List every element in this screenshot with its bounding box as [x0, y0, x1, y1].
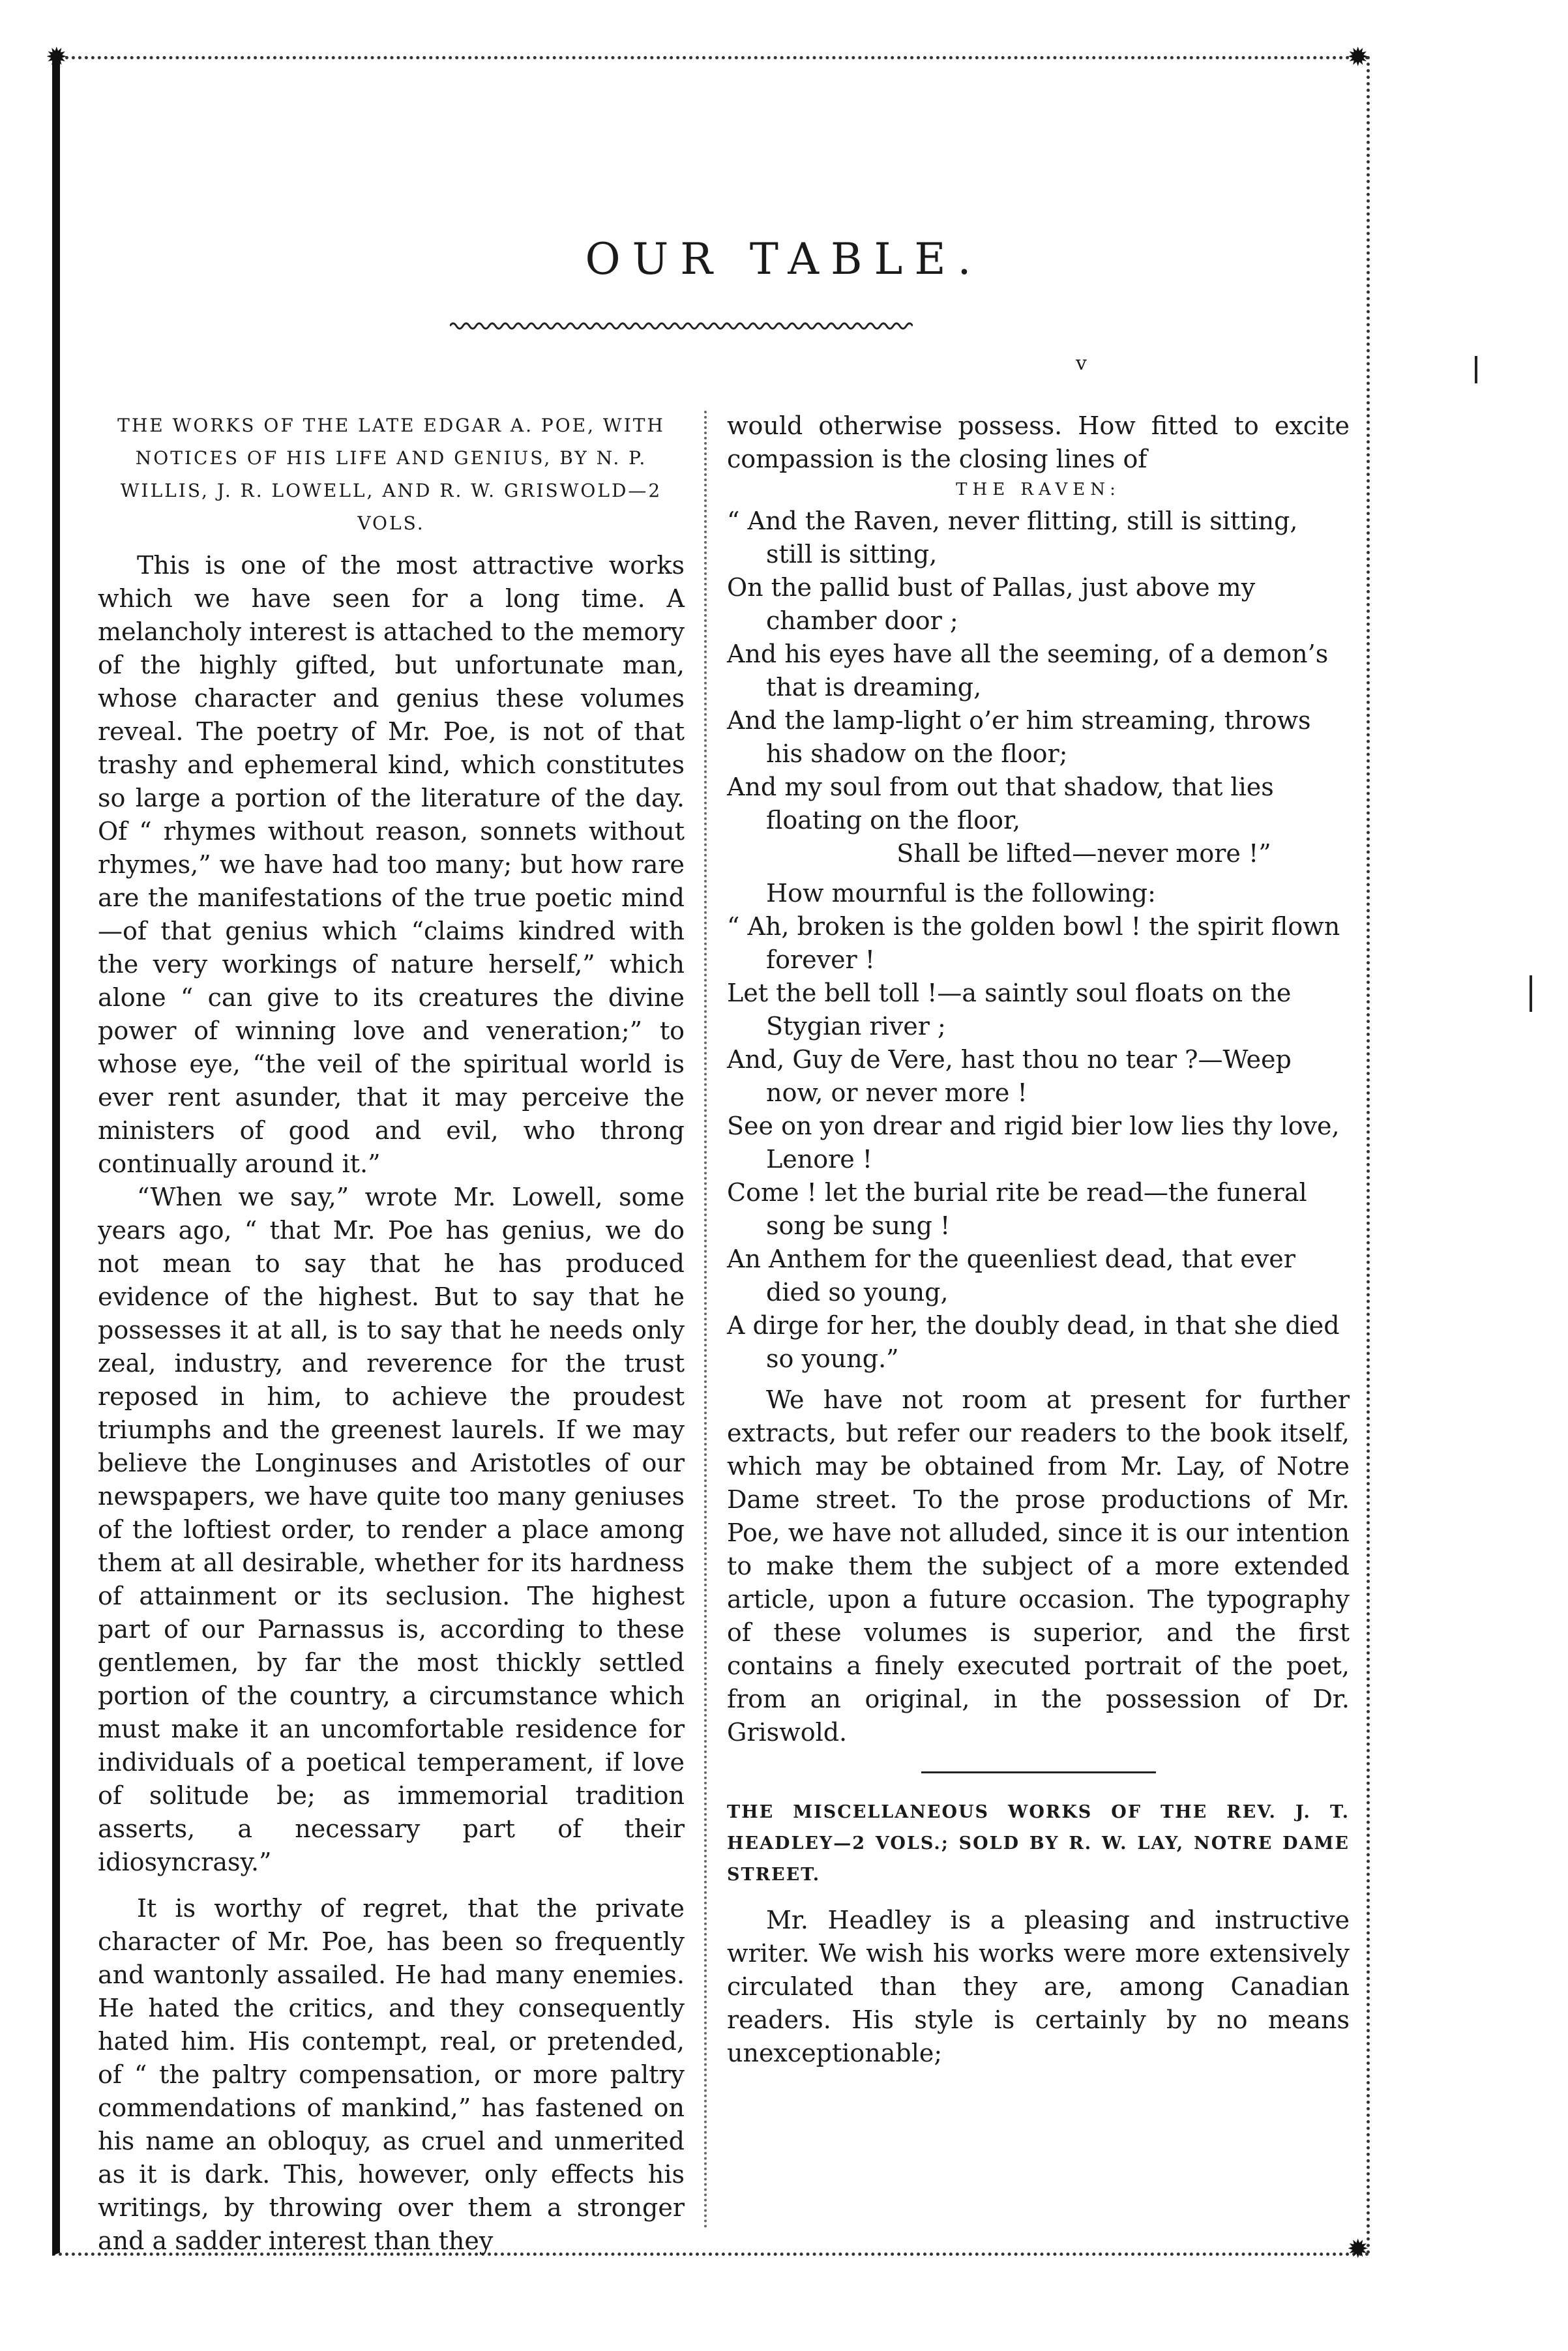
- left-column: [98, 409, 685, 2258]
- column-divider: [704, 411, 707, 2230]
- margin-mark: [1530, 975, 1532, 1012]
- page-marker: v: [1076, 352, 1087, 375]
- poem-line: And the lamp-light o’er him streaming, throws his shadow on the floor;: [727, 706, 1311, 768]
- section-divider: [921, 1771, 1156, 1773]
- article-paragraph: “When we say,” wrote Mr. Lowell, some years ago, “ that Mr. Poe has genius, we do not mean to say that he has produced evidence of the highest. But to say that he possesses it at all, is to say that he needs only zeal, industry, and reverence for the trust reposed in him, to achieve the proudest triumphs and the greenest laurels. If we may believe the Longinuses and Aristotles of our newspapers, we have quite too many geniuses of the loftiest order, to render a place among them at all desirable, whether for its hardness of attainment or its seclusion. The highest part of our Parnassus is, according to these gentlemen, by far the most thickly settled portion of the country, a circumstance which must make it an uncomfortable residence for individuals of a poetical temperament, if love of solitude be; as immemorial tradition asserts, a necessary part of their idiosyncrasy.”: [98, 1183, 685, 1876]
- margin-mark: [1475, 356, 1477, 383]
- poem-line: Shall be lifted—never more !”: [896, 839, 1271, 868]
- poem-line: “ Ah, broken is the golden bowl ! the spirit flown forever !: [727, 912, 1340, 974]
- article-closing: We have not room at present for further extracts, but refer our readers to the book itself, which may be obtained from Mr. Lay, of Notre Dame street. To the prose productions of Mr. Poe, we have not alluded, since it is our intention to make them the subject of a more extended article, upon a future occasion. The typography of these volumes is superior, and the first contains a finely executed portrait of the poet, from an original, in the possession of Dr. Griswold.: [727, 1385, 1350, 1747]
- page-title: OUR TABLE.: [585, 234, 983, 285]
- title-wavy-rule: [450, 313, 913, 339]
- poem-lenore: [727, 910, 1350, 1376]
- poem-line: A dirge for her, the doubly dead, in that she died so young.”: [727, 1311, 1340, 1373]
- poem-line: See on yon drear and rigid bier low lies thy love, Lenore !: [727, 1112, 1340, 1174]
- corner-ornament-top-right: ✹: [1347, 42, 1369, 72]
- poem-raven: [727, 505, 1350, 870]
- poem-title: THE RAVEN:: [956, 480, 1121, 499]
- poem-intro: How mournful is the following:: [766, 879, 1156, 908]
- poem-line: “ And the Raven, never flitting, still is sitting, still is sitting,: [727, 507, 1298, 569]
- corner-ornament-bottom-right: ✹: [1347, 2234, 1369, 2264]
- poem-line: And his eyes have all the seeming, of a demon’s that is dreaming,: [727, 640, 1329, 702]
- article-continuation: would otherwise possess. How fitted to excite compassion is the closing lines of: [727, 411, 1350, 473]
- article-paragraph: Mr. Headley is a pleasing and instructive writer. We wish his works were more extensively circulated than they are, among Canadian readers. His style is certainly by no means unexceptionable;: [727, 1906, 1350, 2067]
- article-paragraph: This is one of the most attractive works which we have seen for a long time. A melancholy interest is attached to the memory of the highly gifted, but unfortunate man, whose character and genius these volumes reveal. The poetry of Mr. Poe, is not of that trashy and ephemeral kind, which constitutes so large a portion of the literature of the day. Of “ rhymes without reason, sonnets without rhymes,” we have had too many; but how rare are the manifestations of the true poetic mind—of that genius which “claims kindred with the very workings of nature herself,” which alone “ can give to its creatures the divine power of winning love and veneration;” to whose eye, “the veil of the spiritual world is ever rent asunder, that it may perceive the ministers of good and evil, who throng continually around it.”: [98, 551, 685, 1178]
- poem-line: Let the bell toll !—a saintly soul floats on the Stygian river ;: [727, 979, 1292, 1041]
- article-heading: THE WORKS OF THE LATE EDGAR A. POE, WITH NOTICES OF HIS LIFE AND GENIUS, BY N. P. WILLIS, J. R. LOWELL, AND R. W. GRISWOLD—2 VOLS.: [117, 415, 665, 534]
- poem-line: Come ! let the burial rite be read—the funeral song be sung !: [727, 1178, 1307, 1240]
- corner-ornament-top-left: ✹: [46, 42, 68, 72]
- article-paragraph: It is worthy of regret, that the private character of Mr. Poe, has been so frequently and wantonly assailed. He had many enemies. He hated the critics, and they consequently hated him. His contempt, real, or pretended, of “ the paltry compensation, or more paltry commendations of mankind,” has fastened on his name an obloquy, as cruel and unmerited as it is dark. This, however, only effects his writings, by throwing over them a stronger and a sadder interest than they: [98, 1894, 685, 2255]
- article-heading: THE MISCELLANEOUS WORKS OF THE REV. J. T. HEADLEY—2 VOLS.; SOLD BY R. W. LAY, NOTRE DAME STREET.: [727, 1802, 1350, 1885]
- poem-line: And my soul from out that shadow, that lies floating on the floor,: [727, 773, 1274, 835]
- poem-line: An Anthem for the queenliest dead, that ever died so young,: [727, 1245, 1295, 1307]
- right-column: [727, 409, 1350, 2070]
- poem-line: On the pallid bust of Pallas, just above my chamber door ;: [727, 573, 1256, 635]
- poem-line: And, Guy de Vere, hast thou no tear ?—Weep now, or never more !: [727, 1045, 1292, 1107]
